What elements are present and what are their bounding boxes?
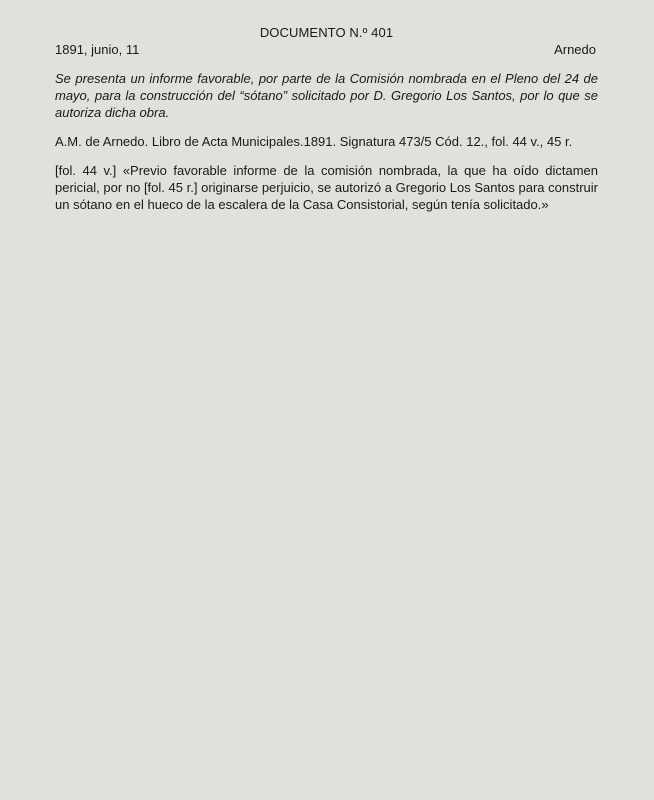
document-page bbox=[55, 24, 598, 213]
document-transcript: [fol. 44 v.] «Previo favorable informe de la comisión nombrada, la que ha oído dictamen pericial, por no [fol. 45 r.] originarse perjuicio, se autorizó a Gregorio Los Santos para construir un sótano en el hueco de la escalera de la Casa Consistorial, según tenía solicitado.» bbox=[55, 163, 598, 212]
document-date: 1891, junio, 11 bbox=[55, 42, 140, 57]
document-title: DOCUMENTO N.º 401 bbox=[259, 25, 394, 40]
document-summary: Se presenta un informe favorable, por parte de la Comisión nombrada en el Pleno del 24 de mayo, para la construcción del “sótano” solicitado por D. Gregorio Los Santos, por lo que se autoriza dicha obra. bbox=[55, 71, 598, 120]
document-meta bbox=[55, 41, 598, 58]
archival-source: A.M. de Arnedo. Libro de Acta Municipales.1891. Signatura 473/5 Cód. 12., fol. 44 v., 45 r. bbox=[55, 134, 573, 149]
document-place: Arnedo bbox=[554, 42, 596, 57]
